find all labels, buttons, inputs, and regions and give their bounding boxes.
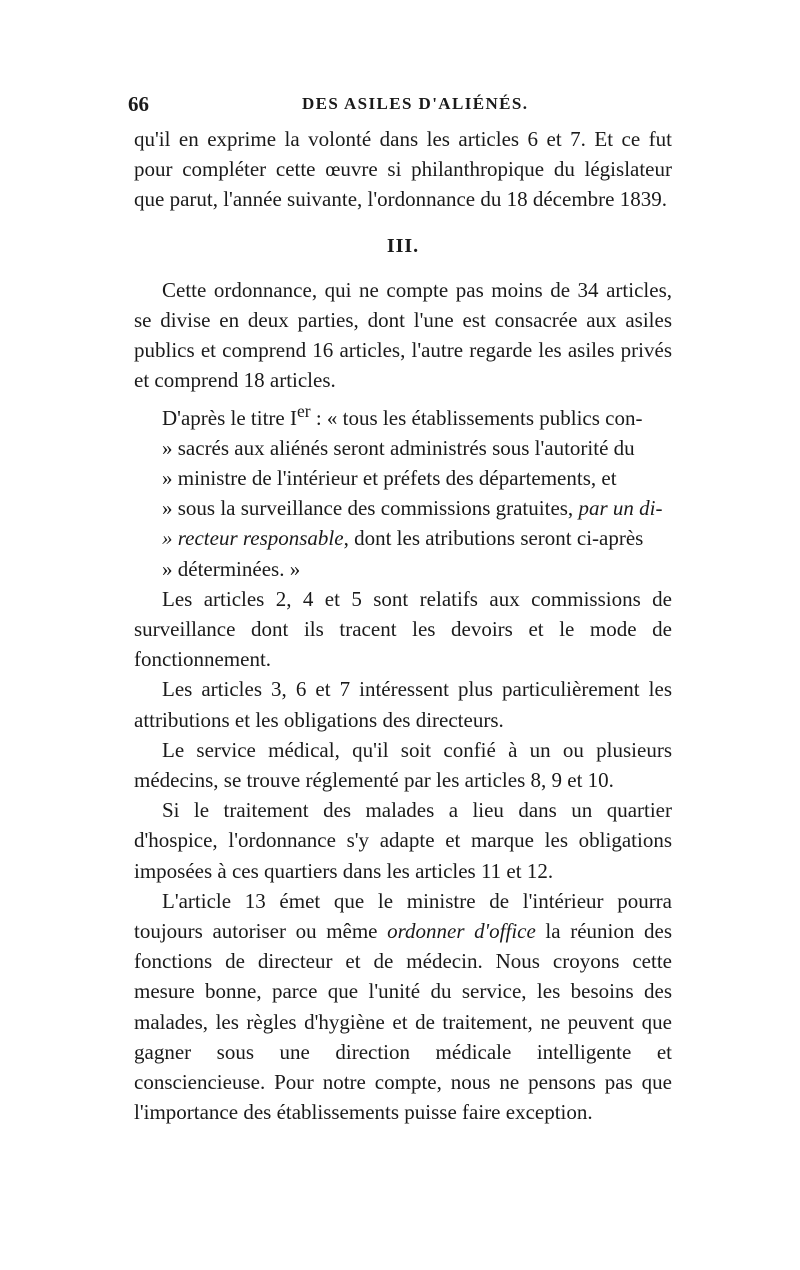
quote-line-5-roman: , dont les atributions seront ci-après (343, 526, 644, 551)
paragraph-continuation: qu'il en exprime la volonté dans les articles 6 et 7. Et ce fut pour compléter cette œuvre si philanthropique du législateur que parut, l'année suivante, l'ordonnance du 18 décembre 1839. (134, 127, 672, 212)
quote-line-2: » sacrés aux aliénés seront administrés sous l'autorité du (162, 435, 635, 460)
quote-line-6: » déterminées. » (162, 556, 301, 581)
quote-line-3: » ministre de l'intérieur et préfets des départements, et (162, 466, 617, 491)
quote-line-4 (134, 493, 672, 523)
quote-line-4-italic: par un di- (578, 496, 663, 521)
paragraph-directeurs: Les articles 3, 6 et 7 intéressent plus particulièrement les attributions et les obligations des directeurs. (134, 677, 672, 732)
quote-line-4-roman: » sous la surveillance des commissions gratuites, (162, 496, 579, 521)
body-text (134, 124, 672, 1128)
quote-line-1: : « tous les établissements publics con- (310, 405, 643, 430)
paragraph-service-medical: Le service médical, qu'il soit confié à un ou plusieurs médecins, se trouve réglementé par les articles 8, 9 et 10. (134, 737, 672, 793)
article-13-part-1: L'article 13 émet que le ministre de l'intérieur pourra toujours autoriser ou même (134, 888, 672, 944)
article-13-part-2: la réunion des fonctions de directeur et de médecin. Nous croyons cette mesure bonne, parce que l'unité du service, les besoins des malades, les règles d'hygiène et de traitement, ne peuvent que gagner sous une direction médicale intelligente et consciencieuse. Pour notre compte, nous ne pensons pas que l'importance des établissements puisse faire exception. (134, 919, 672, 1125)
running-title: DES ASILES D'ALIÉNÉS. (302, 94, 529, 113)
page-number: 66 (128, 92, 149, 116)
article-13-italic: ordonner d'office (387, 919, 536, 944)
section-number: III. (386, 234, 420, 257)
page-header (128, 92, 688, 122)
paragraph-hospice: Si le traitement des malades a lieu dans un quartier d'hospice, l'ordonnance s'y adapte et marque les obligations imposées à ces quartiers dans les articles 11 et 12. (134, 798, 672, 883)
paragraph-quote (134, 396, 672, 584)
quote-line-5-italic: » recteur responsable (162, 526, 344, 551)
paragraph-commissions: Les articles 2, 4 et 5 sont relatifs aux commissions de surveillance dont ils tracent les devoirs et le mode de fonctionnement. (134, 586, 672, 672)
quote-line-5 (134, 523, 672, 553)
paragraph-article-13 (134, 886, 672, 1128)
quote-superscript: er (296, 400, 311, 421)
quote-lead: D'après le titre I (162, 405, 297, 430)
paragraph-ordonnance: Cette ordonnance, qui ne compte pas moins de 34 articles, se divise en deux parties, dont l'une est consacrée aux asiles publics et comprend 16 articles, l'autre regarde les asiles privés et comprend 18 articles. (134, 277, 672, 393)
